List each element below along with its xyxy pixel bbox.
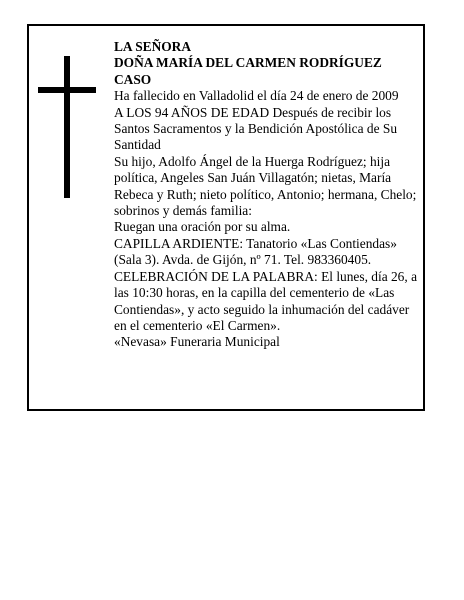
age-and-sacraments: A LOS 94 AÑOS DE EDAD Después de recibir los Santos Sacramentos y la Bendición Apostólica de Su Santidad: [114, 104, 401, 153]
prayer-request: Ruegan una oración por su alma.: [114, 219, 291, 235]
family-list: Su hijo, Adolfo Ángel de la Huerga Rodríguez; hija política, Angeles San Juán Villagatón; nietas, María Rebeca y Ruth; nieto político, Antonio; hermana, Chelo; sobrinos y demás familia:: [114, 153, 420, 219]
notice-title: LA SEÑORA: [114, 39, 192, 54]
cross-icon: [38, 56, 96, 198]
chapel-info: CAPILLA ARDIENTE: Tanatorio «Las Contiendas» (Sala 3). Avda. de Gijón, nº 71. Tel. 983360405.: [114, 235, 401, 268]
cross-horizontal-bar: [38, 87, 96, 93]
ceremony-info: CELEBRACIÓN DE LA PALABRA: El lunes, día 26, a las 10:30 horas, en la capilla del cementerio de «Las Contiendas», y acto seguido la inhumación del cadáver en el cementerio «El Carmen».: [114, 268, 421, 333]
deceased-name-continued: CASO: [114, 71, 152, 87]
cross-vertical-bar: [64, 56, 70, 198]
funeral-home: «Nevasa» Funeraria Municipal: [114, 334, 280, 350]
notice-body: [114, 39, 419, 351]
death-statement: Ha fallecido en Valladolid el día 24 de enero de 2009: [114, 88, 399, 104]
deceased-name: DOÑA MARÍA DEL CARMEN RODRÍGUEZ: [114, 55, 382, 71]
